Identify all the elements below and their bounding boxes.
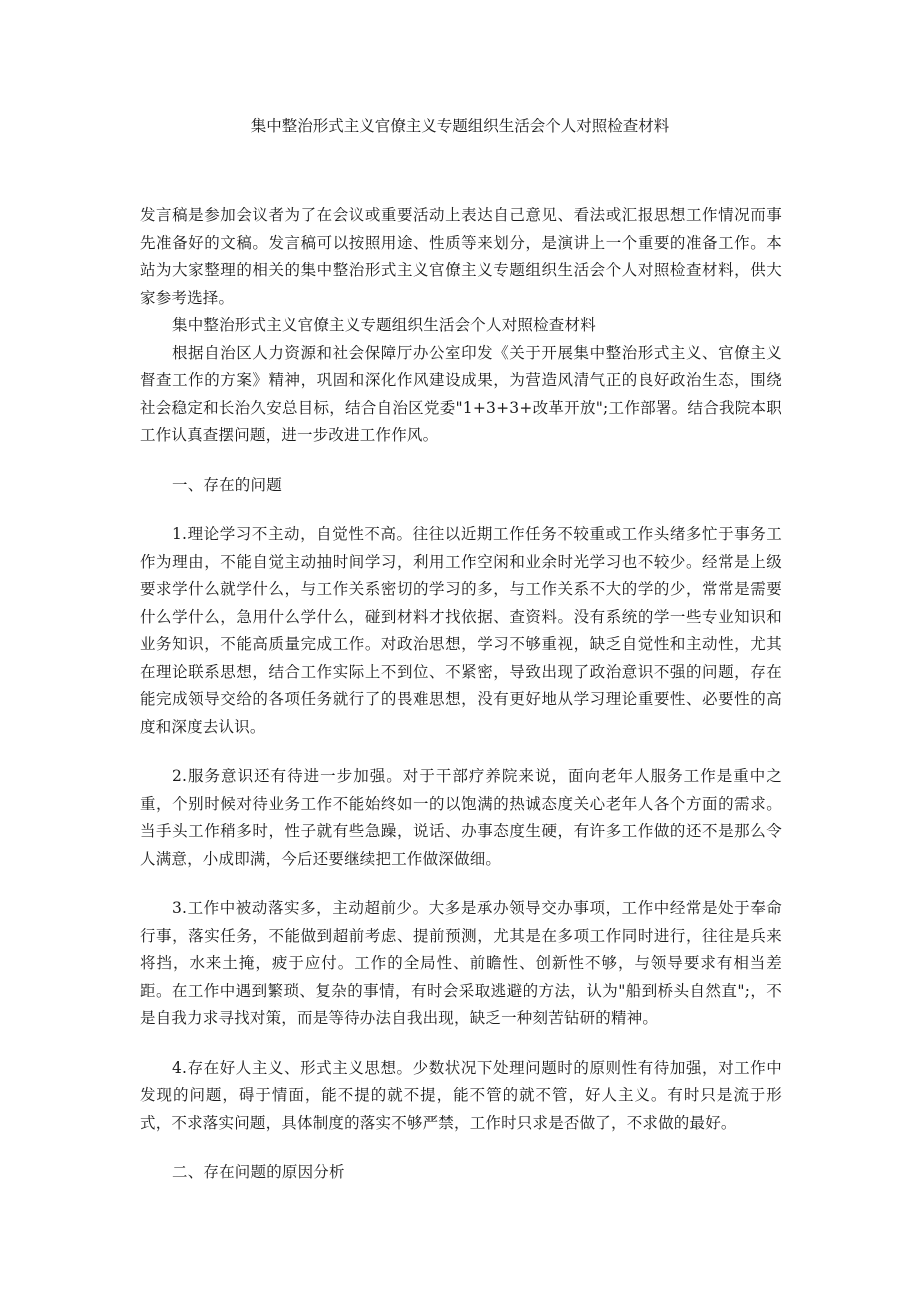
intro-paragraph: 发言稿是参加会议者为了在会议或重要活动上表达自己意见、看法或汇报思想工作情况而事先准备好的文稿。发言稿可以按照用途、性质等来划分，是演讲上一个重要的准备工作。本站为大家整理的相关的集中整治形式主义官僚主义专题组织生活会个人对照检查材料，供大家参考选择。: [140, 206, 782, 307]
section-heading-causes: 二、存在问题的原因分析: [172, 1163, 345, 1181]
document-title: 集中整治形式主义官僚主义专题组织生活会个人对照检查材料: [250, 117, 670, 135]
problem-item-4: 4.存在好人主义、形式主义思想。少数状况下处理问题时的原则性有待加强，对工作中发现的问题，碍于情面，能不提的就不提，能不管的就不管，好人主义。有时只是流于形式，不求落实问题，具体制度的落实不够严禁，工作时只求是否做了，不求做的最好。: [140, 1058, 782, 1132]
section-heading-problems: 一、存在的问题: [172, 475, 282, 494]
subtitle-paragraph: 集中整治形式主义官僚主义专题组织生活会个人对照检查材料: [172, 316, 596, 334]
lead-paragraph: 根据自治区人力资源和社会保障厅办公室印发《关于开展集中整治形式主义、官僚主义督查工作的方案》精神，巩固和深化作风建设成果，为营造风清气正的良好政治生态，围绕社会稳定和长治久安总目标，结合自治区党委"1+3+3+改革开放";工作部署。结合我院本职工作认真查摆问题，进一步改进工作作风。: [140, 343, 782, 444]
problem-item-1: 1.理论学习不主动，自觉性不高。往往以近期工作任务不较重或工作头绪多忙于事务工作为理由，不能自觉主动抽时间学习，利用工作空闲和业余时光学习也不较少。经常是上级要求学什么就学什么，与工作关系密切的学习的多，与工作关系不大的学的少，常常是需要什么学什么，急用什么学什么，碰到材料才找依据、查资料。没有系统的学一些专业知识和业务知识，不能高质量完成工作。对政治思想，学习不够重视，缺乏自觉性和主动性，尤其在理论联系思想，结合工作实际上不到位、不紧密，导致出现了政治意识不强的问题，存在能完成领导交给的各项任务就行了的畏难思想，没有更好地从学习理论重要性、必要性的高度和深度去认识。: [140, 525, 782, 736]
problem-item-2: 2.服务意识还有待进一步加强。对于干部疗养院来说，面向老年人服务工作是重中之重，个别时候对待业务工作不能始终如一的以饱满的热诚态度关心老年人各个方面的需求。当手头工作稍多时，性子就有些急躁，说话、办事态度生硬，有许多工作做的还不是那么令人满意，小成即满，今后还要继续把工作做深做细。: [140, 767, 782, 868]
problem-item-3: 3.工作中被动落实多，主动超前少。大多是承办领导交办事项，工作中经常是处于奉命行事，落实任务，不能做到超前考虑、提前预测，尤其是在多项工作同时进行，往往是兵来将挡，水来土掩，疲于应付。工作的全局性、前瞻性、创新性不够，与领导要求有相当差距。在工作中遇到繁琐、复杂的事情，有时会采取逃避的方法，认为"船到桥头自然直";，不是自我力求寻找对策，而是等待办法自我出现，缺乏一种刻苦钻研的精神。: [140, 899, 782, 1027]
document-body: [140, 202, 782, 1187]
